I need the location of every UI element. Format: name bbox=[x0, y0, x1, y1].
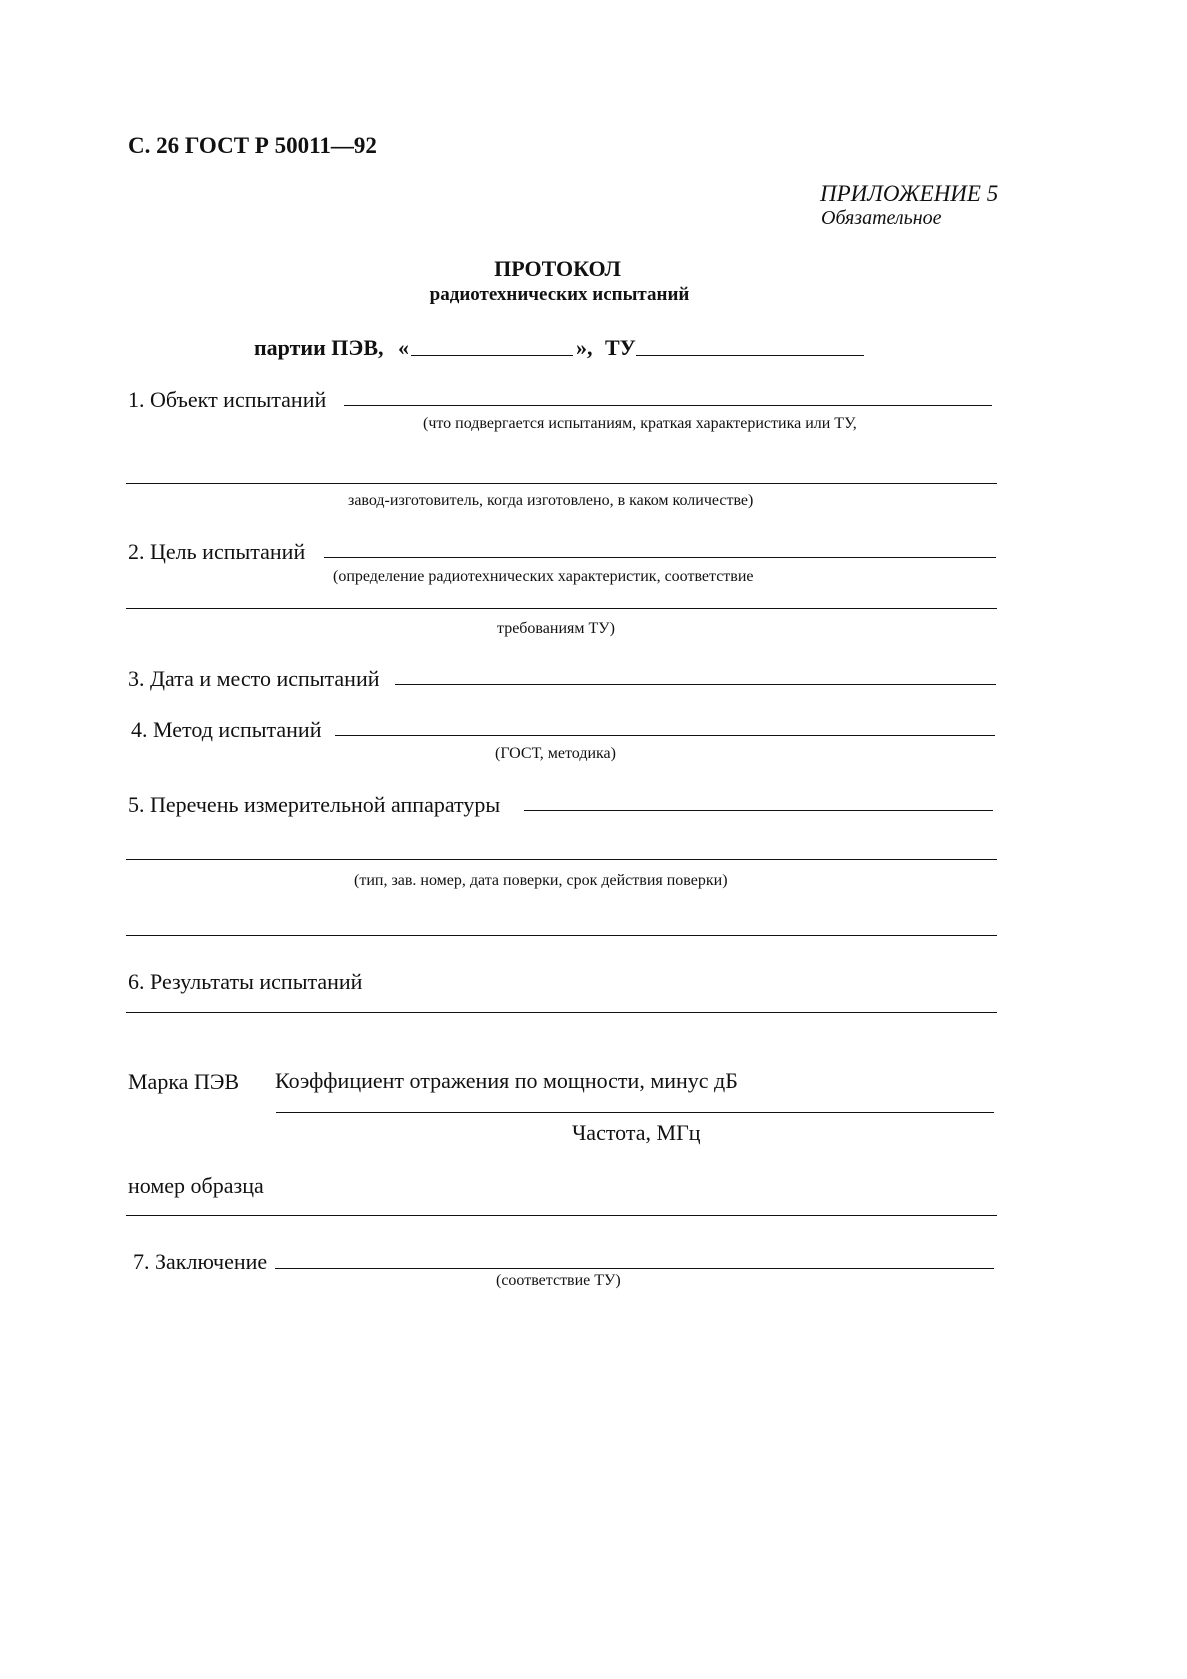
document-subtitle: радиотехнических испытаний bbox=[429, 284, 690, 305]
batch-tu-field[interactable] bbox=[636, 355, 864, 356]
item-goal-hint: (определение радиотехнических характеристик, соответствие bbox=[333, 568, 754, 585]
item-object-label: 1. Объект испытаний bbox=[128, 387, 327, 412]
item-goal-field[interactable] bbox=[324, 557, 996, 558]
item-date-field[interactable] bbox=[395, 684, 996, 685]
document-title: ПРОТОКОЛ bbox=[494, 256, 621, 281]
table-brand-header: Марка ПЭВ bbox=[128, 1069, 240, 1094]
table-coefficient-header: Коэффициент отражения по мощности, минус дБ bbox=[275, 1068, 738, 1093]
batch-close-quote: », bbox=[576, 335, 593, 360]
item-equipment-field-3[interactable] bbox=[126, 935, 997, 936]
table-sample-header: номер образца bbox=[128, 1173, 264, 1198]
item-object-field-2[interactable] bbox=[126, 483, 997, 484]
table-header-divider bbox=[276, 1112, 994, 1113]
item-goal-field-2[interactable] bbox=[126, 608, 997, 609]
appendix-title: ПРИЛОЖЕНИЕ 5 bbox=[820, 181, 999, 206]
batch-name-field[interactable] bbox=[411, 355, 573, 356]
item-goal-label: 2. Цель испытаний bbox=[128, 539, 306, 564]
table-row-line[interactable] bbox=[126, 1215, 997, 1216]
item-object-hint-2: завод-изготовитель, когда изготовлено, в каком количестве) bbox=[348, 492, 754, 509]
table-frequency-header: Частота, МГц bbox=[572, 1120, 701, 1145]
item-method-hint: (ГОСТ, методика) bbox=[495, 745, 616, 762]
batch-open-quote: « bbox=[398, 335, 409, 360]
batch-tu-label: ТУ bbox=[605, 335, 636, 360]
item-object-field[interactable] bbox=[344, 405, 992, 406]
item-date-label: 3. Дата и место испытаний bbox=[128, 666, 380, 691]
item-equipment-label: 5. Перечень измерительной аппаратуры bbox=[128, 792, 501, 817]
item-conclusion-field[interactable] bbox=[275, 1268, 994, 1269]
item-conclusion-hint: (соответствие ТУ) bbox=[496, 1272, 621, 1289]
item-results-label: 6. Результаты испытаний bbox=[128, 969, 363, 994]
item-goal-hint-2: требованиям ТУ) bbox=[497, 620, 615, 637]
batch-prefix: партии ПЭВ, bbox=[254, 335, 384, 360]
item-equipment-field[interactable] bbox=[524, 810, 993, 811]
item-method-label: 4. Метод испытаний bbox=[131, 717, 322, 742]
item-equipment-hint: (тип, зав. номер, дата поверки, срок действия поверки) bbox=[354, 872, 728, 889]
item-equipment-field-2[interactable] bbox=[126, 859, 997, 860]
appendix-status: Обязательное bbox=[821, 207, 942, 229]
item-object-hint: (что подвергается испытаниям, краткая характеристика или ТУ, bbox=[423, 415, 857, 432]
item-results-field[interactable] bbox=[126, 1012, 997, 1013]
item-conclusion-label: 7. Заключение bbox=[133, 1249, 268, 1274]
item-method-field[interactable] bbox=[335, 735, 995, 736]
page-reference: С. 26 ГОСТ Р 50011—92 bbox=[128, 133, 377, 158]
